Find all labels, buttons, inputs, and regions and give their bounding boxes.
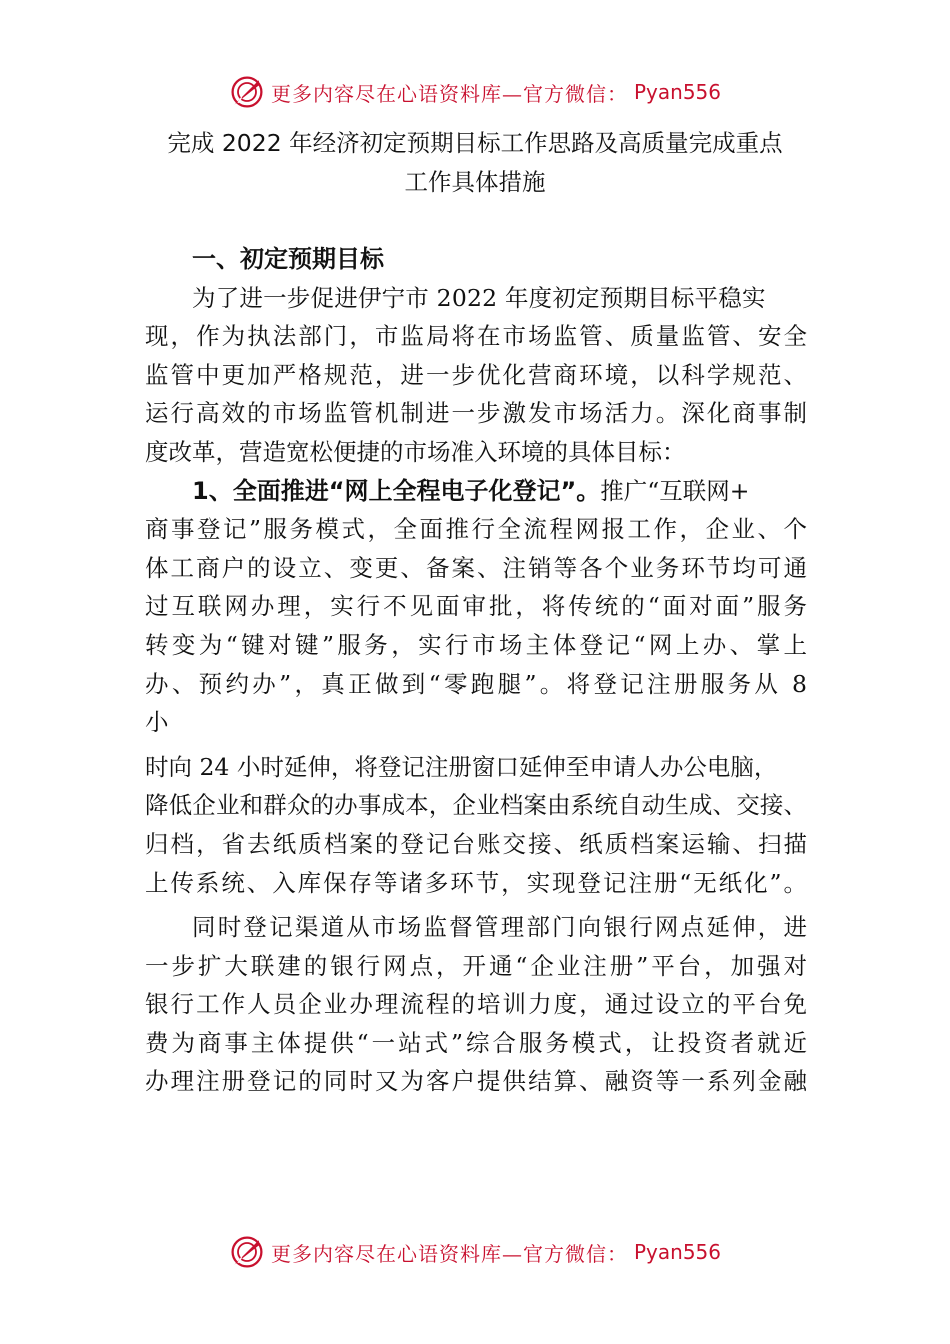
paragraph-line: 过互联网办理，实行不见面审批，将传统的“面对面”服务: [145, 592, 807, 621]
paragraph-line: 为了进一步促进伊宁市 2022 年度初定预期目标平稳实: [192, 283, 766, 312]
paragraph-4: [145, 908, 807, 1101]
banner-text: 更多内容尽在心语资料库—官方微信：: [270, 1241, 628, 1266]
paragraph-line: 一步扩大联建的银行网点，开通“企业注册”平台，加强对: [145, 951, 807, 980]
paragraph-line: 时向 24 小时延伸，将登记注册窗口延伸至申请人办公电脑，: [145, 752, 778, 781]
paragraph-line: 度改革，营造宽松便捷的市场准入环境的具体目标：: [145, 437, 686, 466]
list-item-1-lead: [145, 472, 807, 511]
paragraph-2: [145, 510, 807, 742]
paragraph-line: 归档，省去纸质档案的登记台账交接、纸质档案运输、扫描: [145, 829, 807, 858]
brand-logo-icon: [229, 74, 265, 110]
paragraph-line: 上传系统、入库保存等诸多环节，实现登记注册“无纸化”。: [145, 868, 807, 897]
section-heading: 一、初定预期目标: [192, 245, 384, 273]
title-line-2: 工作具体措施: [404, 167, 546, 196]
banner-wechat-id: Pyan556: [633, 80, 721, 104]
list-item-1-bold: 1、全面推进“网上全程电子化登记”。: [192, 476, 601, 505]
paragraph-line: 办、预约办”，真正做到“零跑腿”。将登记注册服务从 8: [145, 669, 807, 698]
paragraph-line: 现，作为执法部门，市监局将在市场监管、质量监管、安全: [145, 322, 807, 351]
paragraph-line: 商事登记”服务模式，全面推行全流程网报工作，企业、个: [145, 515, 807, 544]
list-item-1-rest: 推广“互联网+: [600, 476, 750, 505]
paragraph-1: [145, 279, 807, 472]
paragraph-line: 监管中更加严格规范，进一步优化营商环境，以科学规范、: [145, 360, 807, 389]
paragraph-line: 银行工作人员企业办理流程的培训力度，通过设立的平台免: [145, 990, 807, 1019]
paragraph-line: 小: [145, 708, 169, 737]
paragraph-line: 降低企业和群众的办事成本，企业档案由系统自动生成、交接、: [145, 791, 807, 820]
paragraph-line: 办理注册登记的同时又为客户提供结算、融资等一系列金融: [145, 1067, 807, 1096]
paragraph-line: 同时登记渠道从市场监督管理部门向银行网点延伸，进: [192, 913, 807, 942]
header-banner: [0, 70, 950, 114]
paragraph-line: 运行高效的市场监管机制进一步激发市场活力。深化商事制: [145, 399, 807, 428]
document-body: [145, 240, 807, 1101]
banner-text: 更多内容尽在心语资料库—官方微信：: [270, 81, 628, 106]
paragraph-line: 费为商事主体提供“一站式”综合服务模式，让投资者就近: [145, 1028, 807, 1057]
paragraph-3: [145, 748, 807, 902]
brand-logo-icon: [229, 1234, 265, 1270]
title-line-1: 完成 2022 年经济初定预期目标工作思路及高质量完成重点: [167, 129, 783, 157]
paragraph-line: 转变为“键对键”服务，实行市场主体登记“网上办、掌上: [145, 630, 807, 659]
document-title: [145, 124, 805, 201]
footer-banner: [0, 1230, 950, 1274]
banner-wechat-id: Pyan556: [633, 1240, 721, 1264]
paragraph-line: 体工商户的设立、变更、备案、注销等各个业务环节均可通: [145, 553, 807, 582]
